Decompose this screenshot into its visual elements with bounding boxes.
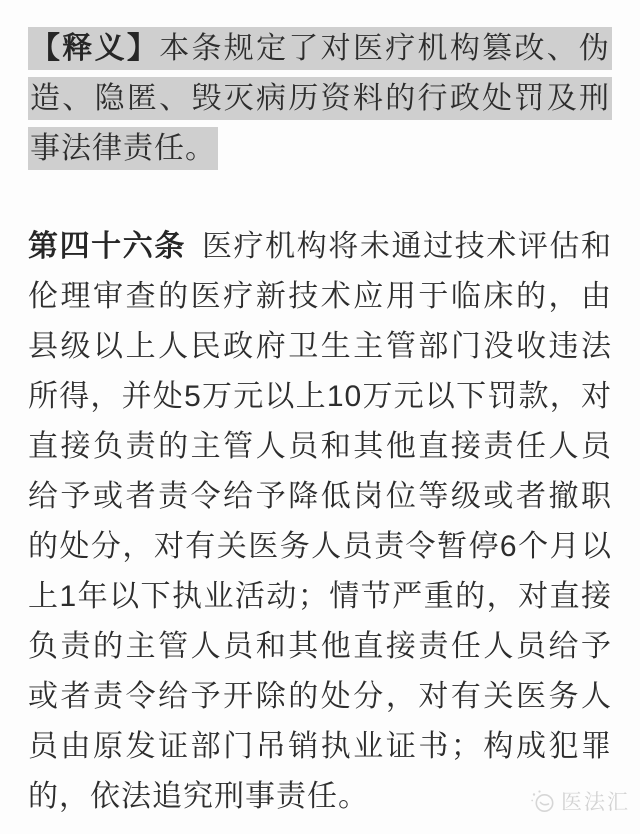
article-number: 第四十六条 bbox=[28, 230, 186, 263]
interpretation-label: 【释义】 bbox=[30, 32, 160, 65]
highlighted-text bbox=[28, 27, 612, 170]
clause-text: 医疗机构将未通过技术评估和伦理审查的医疗新技术应用于临床的，由县级以上人民政府卫生主管部门没收违法所得，并处5万元以上10万元以下罚款，对直接负责的主管人员和其他直接责任人员给予或者责令给予降低岗位等级或者撤职的处分，对有关医务人员责令暂停6个月以上1年以下执业活动；情节严重的，对直接负责的主管人员和其他直接责任人员给予或者责令给予开除的处分，对有关医务人员由原发证部门吊销执业证书；构成犯罪的，依法追究刑事责任。 bbox=[28, 230, 613, 813]
interpretation-paragraph bbox=[28, 24, 612, 174]
watermark-text: 医法汇 bbox=[561, 791, 630, 814]
interpretation-text: 本条规定了对医疗机构篡改、伪造、隐匿、毁灭病历资料的行政处罚及刑事法律责任。 bbox=[30, 32, 611, 165]
sun-face-logo-icon bbox=[530, 788, 556, 814]
watermark bbox=[530, 786, 630, 816]
clause-paragraph bbox=[28, 222, 612, 822]
